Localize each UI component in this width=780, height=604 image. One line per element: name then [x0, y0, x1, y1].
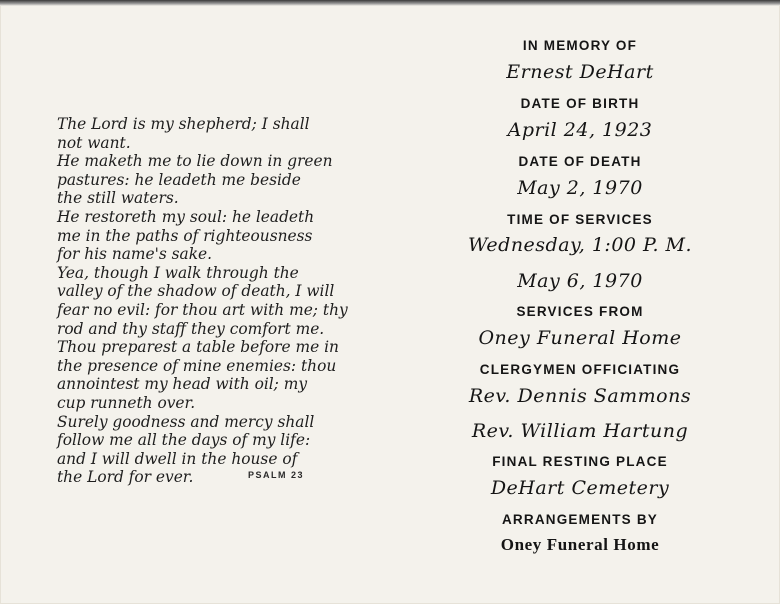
birth-date: April 24, 1923: [507, 119, 653, 141]
services-from-heading: SERVICES FROM: [516, 304, 644, 319]
psalm-line: pastures: he leadeth me beside: [57, 170, 301, 189]
clergy-name-2: Rev. William Hartung: [471, 420, 689, 442]
services-location: Oney Funeral Home: [478, 327, 682, 349]
services-date: May 6, 1970: [517, 270, 643, 292]
psalm-reference: PSALM 23: [248, 470, 305, 480]
psalm-line: cup runneth over.: [57, 393, 196, 412]
psalm-line: Thou preparest a table before me in: [57, 338, 339, 357]
arrangements-provider: Oney Funeral Home: [500, 535, 660, 554]
psalm-line: Yea, though I walk through the: [57, 263, 299, 282]
birth-heading: DATE OF BIRTH: [520, 96, 640, 111]
psalm-line: annointest my head with oil; my: [57, 375, 308, 394]
psalm-line: valley of the shadow of death, I will: [57, 282, 335, 301]
deceased-name: Ernest DeHart: [506, 61, 654, 83]
psalm-line: for his name's sake.: [57, 245, 213, 264]
psalm-line: and I will dwell in the house of: [57, 449, 298, 468]
services-time: Wednesday, 1:00 P. M.: [467, 234, 693, 256]
death-heading: DATE OF DEATH: [518, 154, 642, 169]
services-time-heading: TIME OF SERVICES: [507, 212, 653, 227]
psalm-line: not want.: [57, 133, 131, 152]
psalm-line: follow me all the days of my life:: [57, 431, 311, 450]
resting-place: DeHart Cemetery: [490, 477, 670, 499]
psalm-line: me in the paths of righteousness: [57, 226, 313, 245]
in-memory-heading: IN MEMORY OF: [522, 38, 638, 53]
death-date: May 2, 1970: [517, 177, 643, 199]
psalm-line: fear no evil: for thou art with me; thy: [57, 300, 348, 319]
psalm-text: [57, 115, 357, 487]
clergy-heading: CLERGYMEN OFFICIATING: [479, 362, 681, 377]
psalm-line: the Lord for ever.: [57, 468, 194, 487]
arrangements-heading: ARRANGEMENTS BY: [501, 512, 658, 527]
psalm-line: He maketh me to lie down in green: [57, 152, 333, 171]
memorial-details: [430, 0, 730, 604]
psalm-line: the still waters.: [57, 189, 179, 208]
psalm-line: Surely goodness and mercy shall: [57, 412, 315, 431]
clergy-name-1: Rev. Dennis Sammons: [468, 385, 692, 407]
psalm-line: the presence of mine enemies: thou: [57, 356, 337, 375]
resting-place-heading: FINAL RESTING PLACE: [492, 454, 668, 469]
psalm-line: The Lord is my shepherd; I shall: [57, 115, 310, 133]
psalm-line: He restoreth my soul: he leadeth: [57, 207, 315, 226]
psalm-line: rod and thy staff they comfort me.: [57, 319, 325, 338]
